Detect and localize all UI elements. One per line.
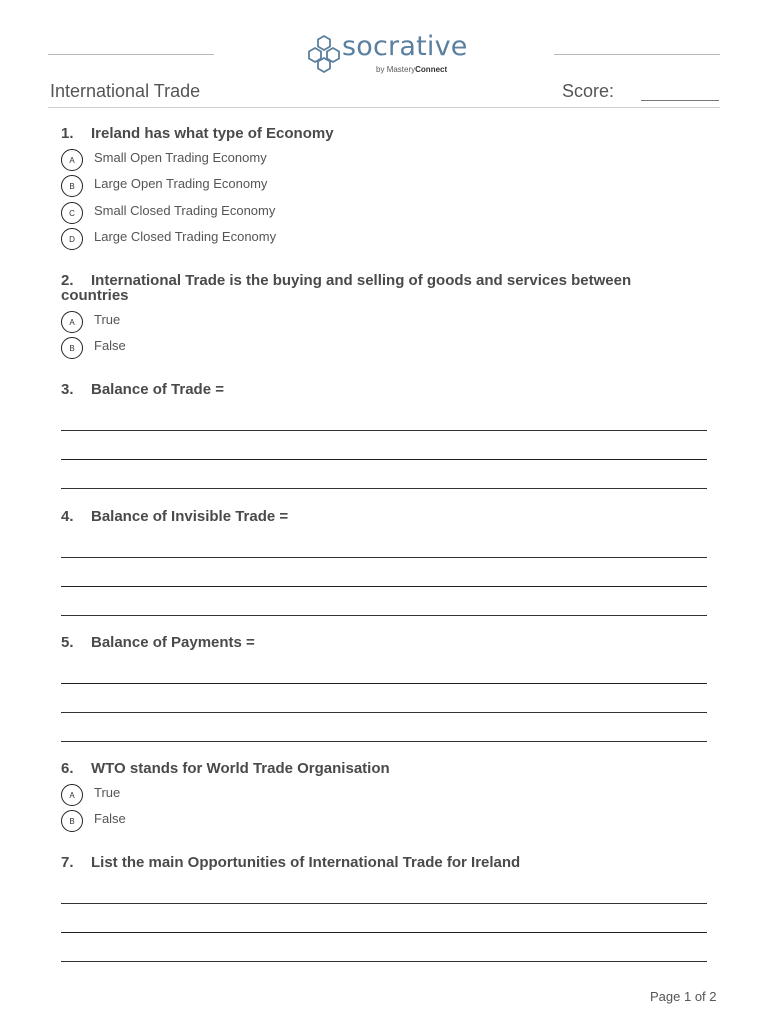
option-label: False — [94, 338, 126, 353]
question-7: 7. List the main Opportunities of International Trade for Ireland — [61, 854, 521, 871]
option-label: Large Open Trading Economy — [94, 176, 268, 191]
answer-bubble[interactable]: A — [61, 784, 83, 806]
logo-wordmark: socrative — [342, 31, 468, 62]
answer-line[interactable] — [61, 961, 707, 962]
question-2: 2. International Trade is the buying and selling of goods and services between countries — [61, 272, 632, 304]
answer-line[interactable] — [61, 615, 707, 616]
option-label: True — [94, 312, 121, 327]
answer-line[interactable] — [61, 430, 707, 431]
logo-tagline: by MasteryConnect — [376, 65, 448, 74]
answer-bubble[interactable]: B — [61, 175, 83, 197]
answer-bubble[interactable]: D — [61, 228, 83, 250]
option-label: Large Closed Trading Economy — [94, 229, 277, 244]
answer-line[interactable] — [61, 586, 707, 587]
score-field[interactable] — [641, 100, 719, 101]
score-label: Score: — [562, 81, 615, 101]
answer-line[interactable] — [61, 459, 707, 460]
page-title: International Trade — [50, 81, 201, 101]
answer-bubble[interactable]: A — [61, 149, 83, 171]
question-6: 6. WTO stands for World Trade Organisation — [61, 760, 390, 777]
question-5: 5. Balance of Payments = — [61, 634, 255, 651]
answer-line[interactable] — [61, 557, 707, 558]
socrative-logo — [306, 31, 468, 76]
answer-bubble[interactable]: A — [61, 311, 83, 333]
answer-line[interactable] — [61, 683, 707, 684]
answer-bubble[interactable]: C — [61, 202, 83, 224]
answer-bubble[interactable]: B — [61, 810, 83, 832]
header-rule-left — [48, 54, 214, 55]
option-label: Small Open Trading Economy — [94, 150, 267, 165]
answer-line[interactable] — [61, 741, 707, 742]
answer-bubble[interactable]: B — [61, 337, 83, 359]
question-4: 4. Balance of Invisible Trade = — [61, 508, 289, 525]
answer-line[interactable] — [61, 932, 707, 933]
option-label: Small Closed Trading Economy — [94, 203, 276, 218]
option-label: True — [94, 785, 121, 800]
option-label: False — [94, 811, 126, 826]
question-3: 3. Balance of Trade = — [61, 381, 224, 398]
answer-line[interactable] — [61, 488, 707, 489]
answer-line[interactable] — [61, 712, 707, 713]
page-number: Page 1 of 2 — [650, 989, 717, 1004]
hexagon-cluster-icon — [306, 34, 342, 74]
question-1: 1. Ireland has what type of Economy — [61, 125, 334, 142]
answer-line[interactable] — [61, 903, 707, 904]
header-divider — [48, 107, 720, 108]
header-rule-right — [554, 54, 720, 55]
